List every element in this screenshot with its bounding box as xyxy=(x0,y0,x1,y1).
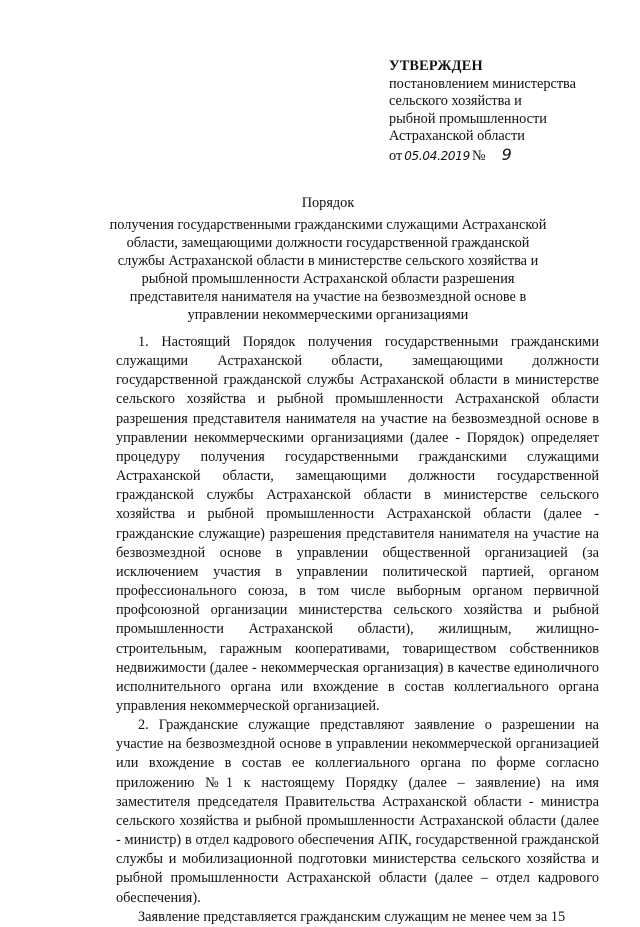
approval-line: постановлением министерства xyxy=(389,75,576,92)
paragraph-3: Заявление представляется гражданским служащим не менее чем за 15 xyxy=(138,908,566,925)
title-heading: Порядок xyxy=(301,195,355,211)
handwritten-number: 9 xyxy=(501,144,512,164)
date-prefix: от xyxy=(389,147,403,164)
approval-line: сельского хозяйства и xyxy=(389,93,522,110)
approval-line: рыбной промышленности xyxy=(389,110,547,127)
approval-stamp xyxy=(389,58,619,166)
approval-line: Астраханской области xyxy=(389,128,525,145)
approval-title: УТВЕРЖДЕН xyxy=(389,58,483,74)
number-prefix: № xyxy=(471,147,486,164)
title-text: получения государственными гражданскими служащими Астраханской области, замещающими должности государственной гражданской службы Астраханской области в министерстве сельского хозяйства и рыбной промышленности Астраханской области разрешения представителя нанимателя на участие на безвозмездной основе в управлении некоммерческими организациями xyxy=(109,217,547,323)
paragraph-2: 2. Гражданские служащие представляют заявление о разрешении на участие на безвозмездной основе в управлении некоммерческой организацией или вхождение в состав ее коллегиального органа по форме согласно приложению №1 к настоящему Порядку (далее – заявление) на имя заместителя председателя Правительства Астраханской области - министра сельского хозяйства и рыбной промышленности Астраханской области (далее - министр) в отдел кадрового обеспечения АПК, государственной гражданской службы и мобилизационной подготовки министерства сельского хозяйства и рыбной промышленности Астраханской области (далее – отдел кадрового обеспечения). xyxy=(116,717,599,906)
handwritten-date: 05.04.2019 xyxy=(404,148,470,163)
approval-date-number xyxy=(389,146,619,166)
document-title xyxy=(108,194,548,324)
document-body xyxy=(116,333,599,927)
paragraph-1: 1. Настоящий Порядок получения государственными гражданскими служащими Астраханской области, замещающими должности государственной гражданской службы Астраханской области в министерстве сельского хозяйства и рыбной промышленности Астраханской области разрешения представителя нанимателя на участие на безвозмездной основе в управлении некоммерческими организациями (далее - Порядок) определяет процедуру получения государственными гражданскими служащими Астраханской области, замещающими должности государственной гражданской службы Астраханской области в министерстве сельского хозяйства и рыбной промышленности Астраханской области (далее - гражданские служащие) разрешения представителя нанимателя на участие на безвозмездной основе в управлении общественной организацией (за исключением участия в управлении политической партией, органом профессионального союза, в том числе выборным органом первичной профсоюзной организации министерства сельского хозяйства и рыбной промышленности Астраханской области), жилищным, жилищно-строительным, гаражным кооперативами, товариществом собственников недвижимости (далее - некоммерческая организация) в качестве единоличного исполнительного органа или вхождение в состав коллегиального органа управления некоммерческой организацией. xyxy=(116,334,599,714)
